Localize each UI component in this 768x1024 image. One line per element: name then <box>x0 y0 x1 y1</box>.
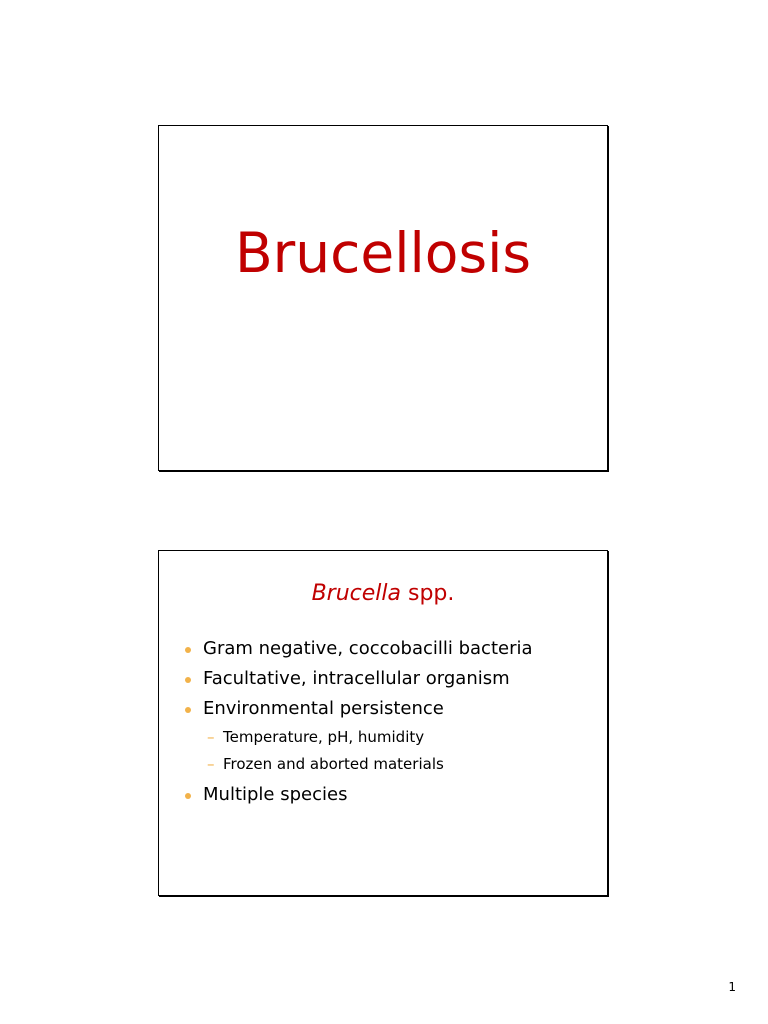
page-number: 1 <box>728 980 736 994</box>
bullet-item <box>183 780 533 810</box>
slide-2-title <box>159 579 607 609</box>
bullet-text: Environmental persistence <box>203 698 444 719</box>
sub-bullet-text: Frozen and aborted materials <box>223 755 444 773</box>
bullet-item <box>183 694 533 778</box>
dash-icon: – <box>207 755 215 773</box>
bullet-text: Multiple species <box>203 784 348 805</box>
sub-bullet-item <box>203 724 533 751</box>
slide-2-title-italic: Brucella <box>311 581 402 606</box>
bullet-dot-icon <box>185 707 191 713</box>
slide-1 <box>158 125 608 471</box>
dash-icon: – <box>207 728 215 746</box>
bullet-text: Gram negative, coccobacilli bacteria <box>203 638 533 659</box>
bullet-dot-icon <box>185 677 191 683</box>
bullet-dot-icon <box>185 793 191 799</box>
bullet-item <box>183 664 533 694</box>
bullet-dot-icon <box>185 647 191 653</box>
sub-bullet-text: Temperature, pH, humidity <box>223 728 425 746</box>
bullet-item <box>183 634 533 664</box>
sub-bullet-item <box>203 751 533 778</box>
bullet-list <box>183 634 533 810</box>
bullet-text: Facultative, intracellular organism <box>203 668 510 689</box>
slide-1-title: Brucellosis <box>234 221 532 285</box>
slide-2-title-rest: spp. <box>401 581 455 606</box>
sub-bullet-list <box>203 724 533 778</box>
slide-2 <box>158 550 608 896</box>
